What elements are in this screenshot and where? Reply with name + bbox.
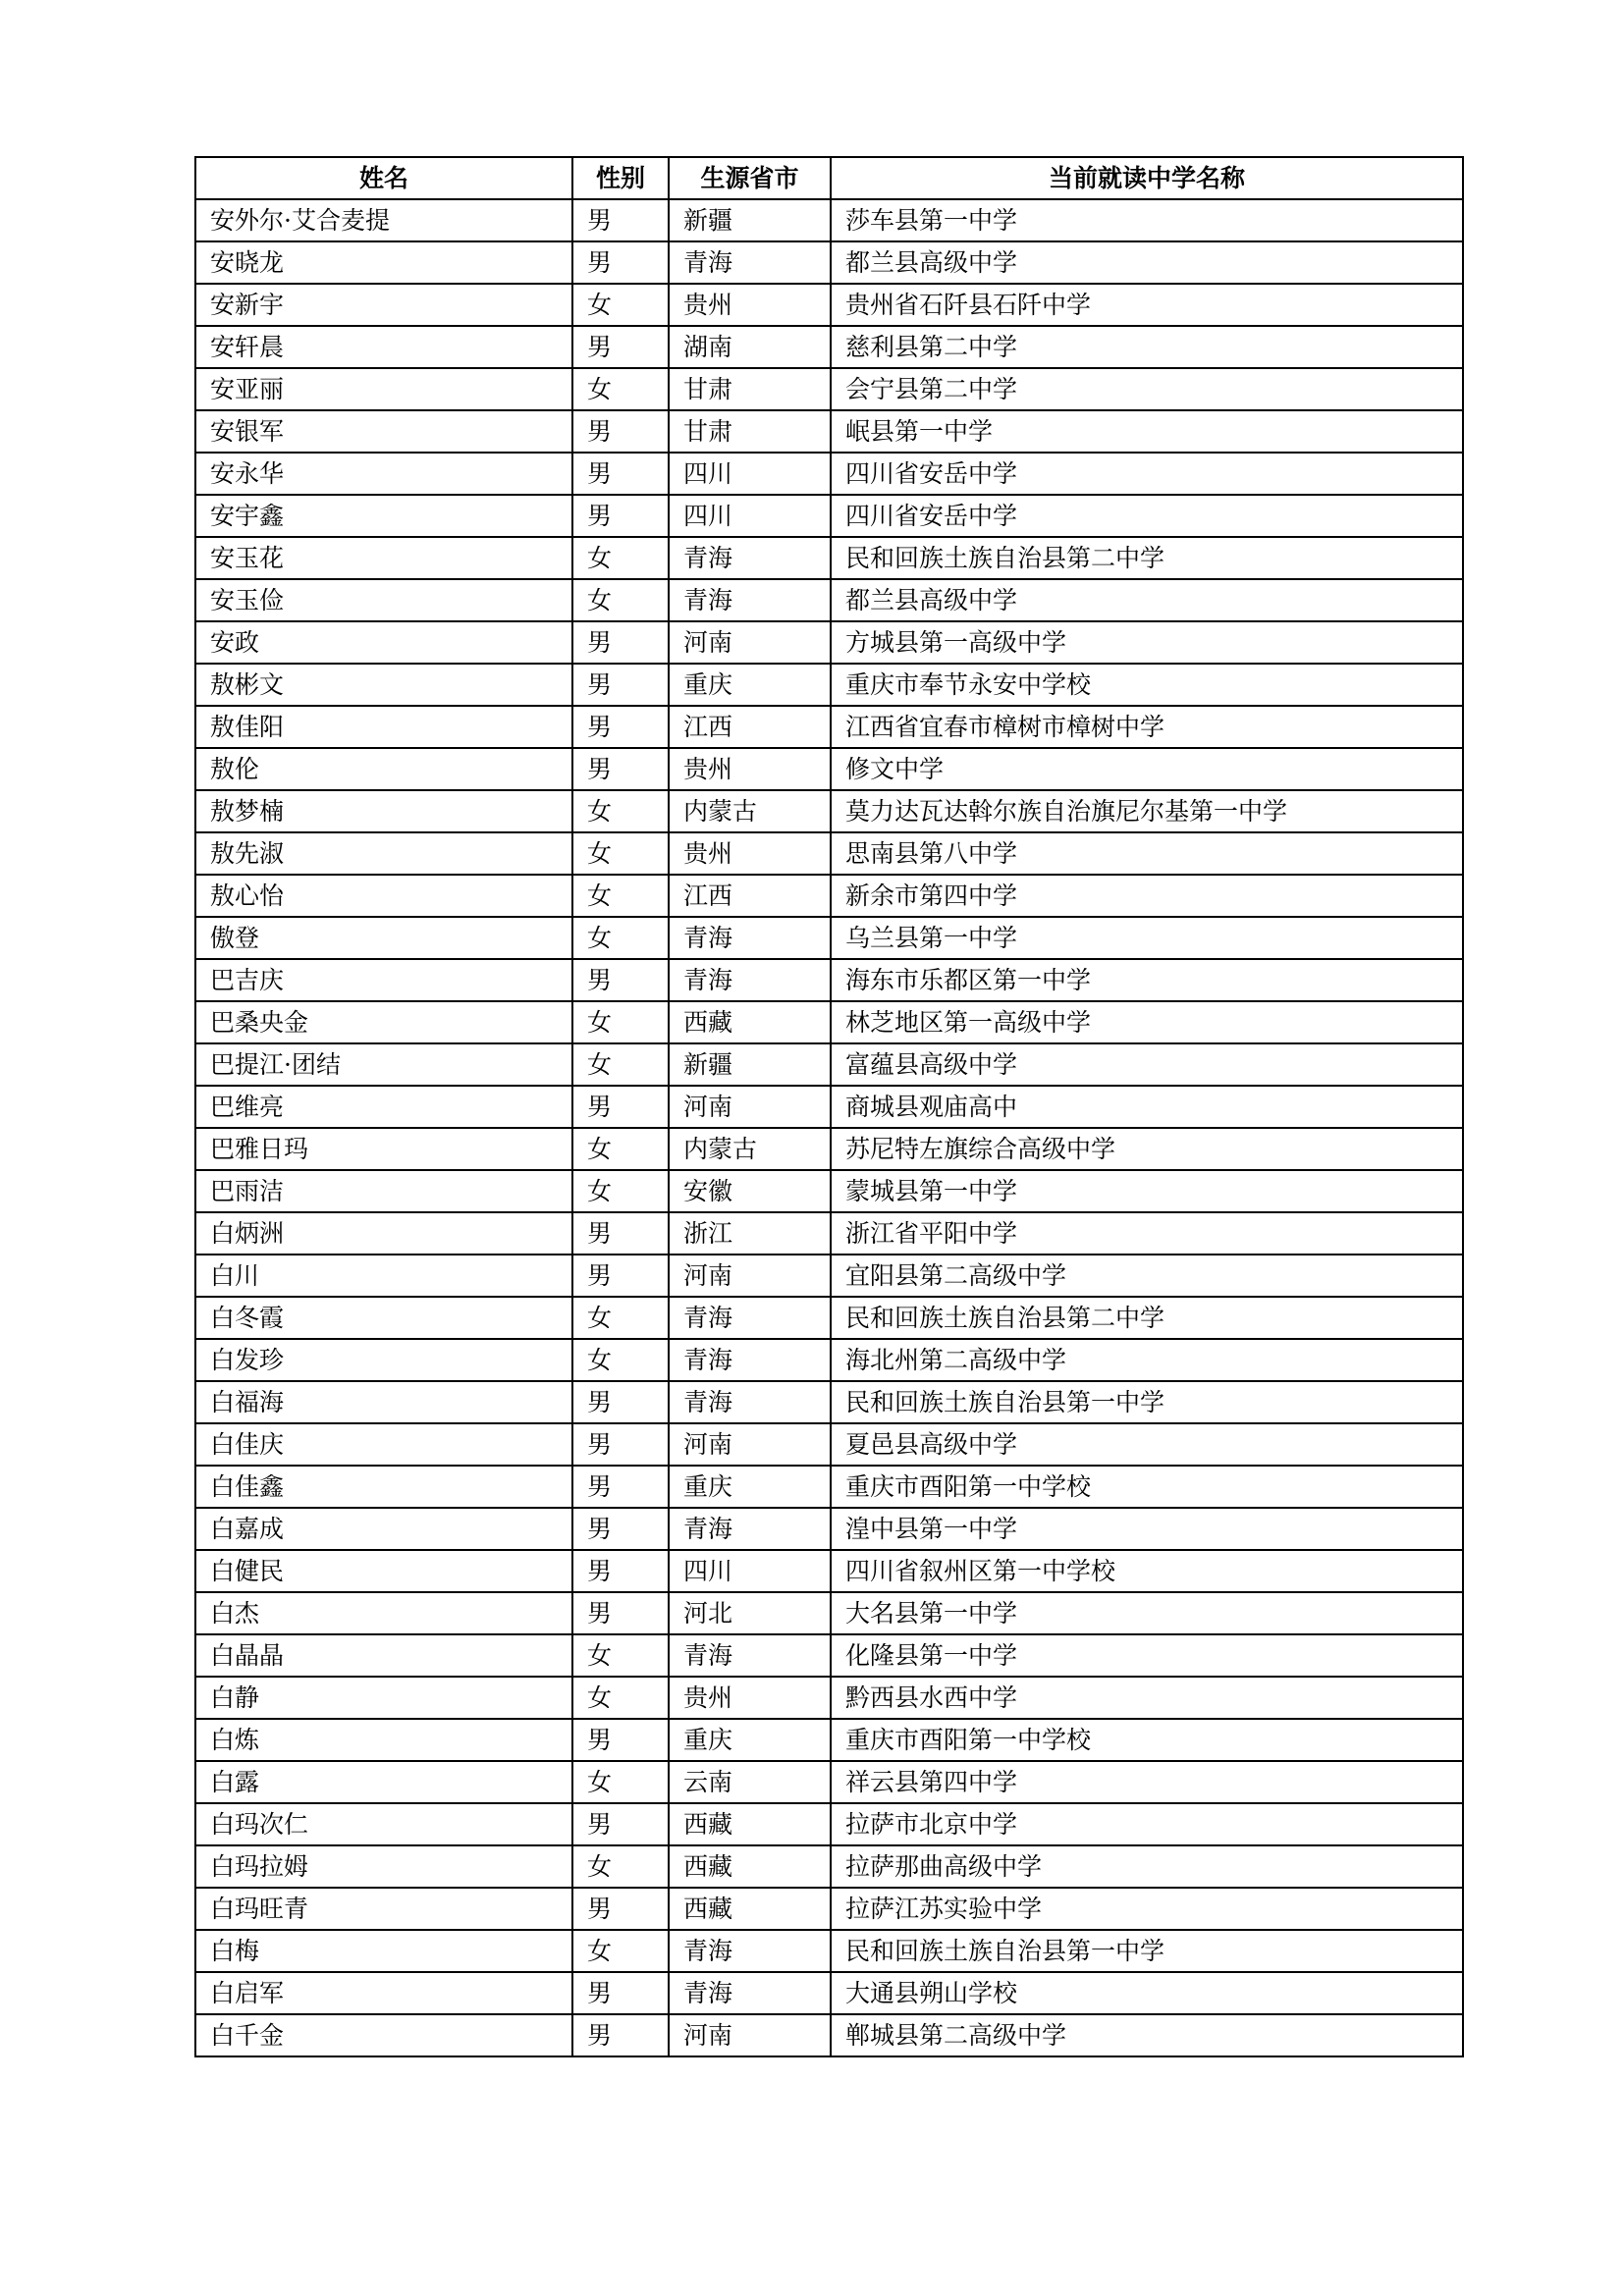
school-cell: 蒙城县第一中学 [831,1170,1463,1212]
province-cell: 青海 [669,959,831,1001]
gender-cell: 男 [572,1803,669,1845]
gender-cell: 男 [572,1550,669,1592]
school-cell: 民和回族土族自治县第二中学 [831,1297,1463,1339]
name-cell: 白梅 [195,1930,572,1972]
gender-cell: 女 [572,579,669,621]
gender-cell: 男 [572,664,669,706]
name-cell: 白杰 [195,1592,572,1634]
province-cell: 西藏 [669,1845,831,1888]
gender-cell: 女 [572,1761,669,1803]
gender-cell: 女 [572,875,669,917]
school-cell: 乌兰县第一中学 [831,917,1463,959]
name-cell: 巴雅日玛 [195,1128,572,1170]
gender-cell: 女 [572,917,669,959]
table-row [195,706,1463,748]
table-row [195,1888,1463,1930]
table-row [195,241,1463,284]
province-cell: 青海 [669,1297,831,1339]
gender-cell: 男 [572,1719,669,1761]
name-cell: 敖佳阳 [195,706,572,748]
table-row [195,453,1463,495]
gender-cell: 女 [572,790,669,832]
school-cell: 苏尼特左旗综合高级中学 [831,1128,1463,1170]
school-cell: 思南县第八中学 [831,832,1463,875]
province-cell: 内蒙古 [669,790,831,832]
table-row [195,1508,1463,1550]
name-cell: 安银军 [195,410,572,453]
table-row [195,1086,1463,1128]
name-cell: 安玉花 [195,537,572,579]
name-cell: 白玛旺青 [195,1888,572,1930]
table-row [195,621,1463,664]
province-cell: 河南 [669,1255,831,1297]
name-cell: 白炼 [195,1719,572,1761]
school-cell: 都兰县高级中学 [831,579,1463,621]
table-row [195,1719,1463,1761]
table-row [195,368,1463,410]
table-row [195,199,1463,241]
name-cell: 白玛拉姆 [195,1845,572,1888]
school-cell: 慈利县第二中学 [831,326,1463,368]
gender-cell: 女 [572,1845,669,1888]
table-body [195,199,1463,2056]
table-row [195,1761,1463,1803]
table-row [195,832,1463,875]
province-cell: 安徽 [669,1170,831,1212]
school-cell: 大名县第一中学 [831,1592,1463,1634]
name-cell: 白启军 [195,1972,572,2014]
province-cell: 内蒙古 [669,1128,831,1170]
gender-cell: 女 [572,284,669,326]
gender-cell: 女 [572,1930,669,1972]
province-cell: 西藏 [669,1803,831,1845]
table-row [195,1043,1463,1086]
gender-cell: 女 [572,1043,669,1086]
province-cell: 青海 [669,1508,831,1550]
name-cell: 白玛次仁 [195,1803,572,1845]
gender-cell: 女 [572,832,669,875]
table-row [195,1339,1463,1381]
name-cell: 敖彬文 [195,664,572,706]
province-cell: 重庆 [669,1466,831,1508]
school-cell: 民和回族土族自治县第二中学 [831,537,1463,579]
name-cell: 巴雨洁 [195,1170,572,1212]
gender-cell: 女 [572,368,669,410]
table-row [195,1381,1463,1423]
province-cell: 江西 [669,706,831,748]
school-cell: 化隆县第一中学 [831,1634,1463,1677]
name-cell: 白冬霞 [195,1297,572,1339]
gender-cell: 男 [572,241,669,284]
school-cell: 林芝地区第一高级中学 [831,1001,1463,1043]
school-cell: 拉萨江苏实验中学 [831,1888,1463,1930]
table-row [195,1972,1463,2014]
province-cell: 青海 [669,917,831,959]
province-cell: 浙江 [669,1212,831,1255]
province-cell: 青海 [669,537,831,579]
name-cell: 白福海 [195,1381,572,1423]
name-cell: 白静 [195,1677,572,1719]
school-cell: 海东市乐都区第一中学 [831,959,1463,1001]
table-row [195,790,1463,832]
gender-cell: 女 [572,1128,669,1170]
school-cell: 富蕴县高级中学 [831,1043,1463,1086]
table-row [195,537,1463,579]
table-row [195,1001,1463,1043]
gender-cell: 男 [572,1888,669,1930]
province-cell: 贵州 [669,284,831,326]
province-cell: 河南 [669,621,831,664]
province-cell: 新疆 [669,199,831,241]
name-cell: 巴维亮 [195,1086,572,1128]
school-cell: 修文中学 [831,748,1463,790]
name-cell: 敖梦楠 [195,790,572,832]
province-cell: 云南 [669,1761,831,1803]
gender-cell: 女 [572,1001,669,1043]
name-cell: 白炳洲 [195,1212,572,1255]
table-row [195,1423,1463,1466]
province-cell: 湖南 [669,326,831,368]
table-row [195,1634,1463,1677]
gender-cell: 男 [572,1255,669,1297]
school-cell: 重庆市酉阳第一中学校 [831,1466,1463,1508]
name-cell: 敖伦 [195,748,572,790]
table-row [195,1677,1463,1719]
province-cell: 青海 [669,579,831,621]
name-cell: 敖先淑 [195,832,572,875]
gender-cell: 男 [572,1086,669,1128]
table-row [195,1466,1463,1508]
gender-cell: 女 [572,1297,669,1339]
school-cell: 莎车县第一中学 [831,199,1463,241]
table-row [195,1128,1463,1170]
school-cell: 拉萨市北京中学 [831,1803,1463,1845]
school-cell: 郸城县第二高级中学 [831,2014,1463,2056]
table-row [195,664,1463,706]
name-cell: 安轩晨 [195,326,572,368]
header-gender: 性别 [572,157,669,199]
name-cell: 安政 [195,621,572,664]
school-cell: 四川省安岳中学 [831,495,1463,537]
gender-cell: 男 [572,410,669,453]
name-cell: 白佳鑫 [195,1466,572,1508]
table-row [195,917,1463,959]
table-row [195,1212,1463,1255]
province-cell: 四川 [669,495,831,537]
gender-cell: 男 [572,706,669,748]
school-cell: 莫力达瓦达斡尔族自治旗尼尔基第一中学 [831,790,1463,832]
table-row [195,1255,1463,1297]
gender-cell: 女 [572,1677,669,1719]
table-row [195,1550,1463,1592]
gender-cell: 男 [572,199,669,241]
gender-cell: 男 [572,1972,669,2014]
student-table [194,156,1464,2057]
school-cell: 商城县观庙高中 [831,1086,1463,1128]
school-cell: 民和回族土族自治县第一中学 [831,1381,1463,1423]
province-cell: 甘肃 [669,368,831,410]
school-cell: 民和回族土族自治县第一中学 [831,1930,1463,1972]
province-cell: 四川 [669,1550,831,1592]
table-row [195,495,1463,537]
province-cell: 贵州 [669,748,831,790]
school-cell: 黔西县水西中学 [831,1677,1463,1719]
table-row [195,410,1463,453]
school-cell: 都兰县高级中学 [831,241,1463,284]
school-cell: 岷县第一中学 [831,410,1463,453]
table-row [195,2014,1463,2056]
name-cell: 敖心怡 [195,875,572,917]
gender-cell: 男 [572,1592,669,1634]
table-row [195,875,1463,917]
table-row [195,1803,1463,1845]
province-cell: 贵州 [669,832,831,875]
gender-cell: 男 [572,453,669,495]
province-cell: 四川 [669,453,831,495]
name-cell: 安玉俭 [195,579,572,621]
gender-cell: 女 [572,1634,669,1677]
table-row [195,1297,1463,1339]
header-province: 生源省市 [669,157,831,199]
province-cell: 青海 [669,1381,831,1423]
province-cell: 江西 [669,875,831,917]
table-row [195,326,1463,368]
gender-cell: 男 [572,2014,669,2056]
name-cell: 白佳庆 [195,1423,572,1466]
table-row [195,284,1463,326]
gender-cell: 男 [572,621,669,664]
name-cell: 白川 [195,1255,572,1297]
header-school: 当前就读中学名称 [831,157,1463,199]
name-cell: 白发珍 [195,1339,572,1381]
school-cell: 湟中县第一中学 [831,1508,1463,1550]
school-cell: 方城县第一高级中学 [831,621,1463,664]
school-cell: 拉萨那曲高级中学 [831,1845,1463,1888]
name-cell: 安亚丽 [195,368,572,410]
name-cell: 白露 [195,1761,572,1803]
name-cell: 安宇鑫 [195,495,572,537]
name-cell: 安晓龙 [195,241,572,284]
province-cell: 河南 [669,1086,831,1128]
gender-cell: 男 [572,326,669,368]
name-cell: 安外尔·艾合麦提 [195,199,572,241]
school-cell: 四川省叙州区第一中学校 [831,1550,1463,1592]
province-cell: 青海 [669,1930,831,1972]
gender-cell: 男 [572,959,669,1001]
table-row [195,1170,1463,1212]
name-cell: 安新宇 [195,284,572,326]
school-cell: 浙江省平阳中学 [831,1212,1463,1255]
gender-cell: 男 [572,1423,669,1466]
school-cell: 祥云县第四中学 [831,1761,1463,1803]
name-cell: 白千金 [195,2014,572,2056]
province-cell: 新疆 [669,1043,831,1086]
school-cell: 重庆市酉阳第一中学校 [831,1719,1463,1761]
school-cell: 大通县朔山学校 [831,1972,1463,2014]
gender-cell: 男 [572,1466,669,1508]
province-cell: 河南 [669,1423,831,1466]
school-cell: 海北州第二高级中学 [831,1339,1463,1381]
province-cell: 重庆 [669,1719,831,1761]
table-row [195,959,1463,1001]
name-cell: 白晶晶 [195,1634,572,1677]
school-cell: 重庆市奉节永安中学校 [831,664,1463,706]
gender-cell: 男 [572,1508,669,1550]
school-cell: 夏邑县高级中学 [831,1423,1463,1466]
province-cell: 青海 [669,1972,831,2014]
gender-cell: 男 [572,495,669,537]
province-cell: 青海 [669,1339,831,1381]
name-cell: 安永华 [195,453,572,495]
school-cell: 会宁县第二中学 [831,368,1463,410]
name-cell: 白健民 [195,1550,572,1592]
name-cell: 巴提江·团结 [195,1043,572,1086]
province-cell: 贵州 [669,1677,831,1719]
province-cell: 青海 [669,241,831,284]
school-cell: 新余市第四中学 [831,875,1463,917]
table-row [195,1930,1463,1972]
province-cell: 重庆 [669,664,831,706]
gender-cell: 女 [572,1339,669,1381]
name-cell: 巴吉庆 [195,959,572,1001]
table-row [195,579,1463,621]
gender-cell: 女 [572,1170,669,1212]
province-cell: 河南 [669,2014,831,2056]
table-header-row [195,157,1463,199]
gender-cell: 女 [572,537,669,579]
name-cell: 白嘉成 [195,1508,572,1550]
province-cell: 西藏 [669,1888,831,1930]
school-cell: 江西省宜春市樟树市樟树中学 [831,706,1463,748]
name-cell: 巴桑央金 [195,1001,572,1043]
table-row [195,1845,1463,1888]
header-name: 姓名 [195,157,572,199]
school-cell: 贵州省石阡县石阡中学 [831,284,1463,326]
table-row [195,748,1463,790]
province-cell: 西藏 [669,1001,831,1043]
province-cell: 甘肃 [669,410,831,453]
gender-cell: 男 [572,748,669,790]
table-row [195,1592,1463,1634]
province-cell: 河北 [669,1592,831,1634]
school-cell: 四川省安岳中学 [831,453,1463,495]
name-cell: 傲登 [195,917,572,959]
province-cell: 青海 [669,1634,831,1677]
gender-cell: 男 [572,1212,669,1255]
school-cell: 宜阳县第二高级中学 [831,1255,1463,1297]
gender-cell: 男 [572,1381,669,1423]
